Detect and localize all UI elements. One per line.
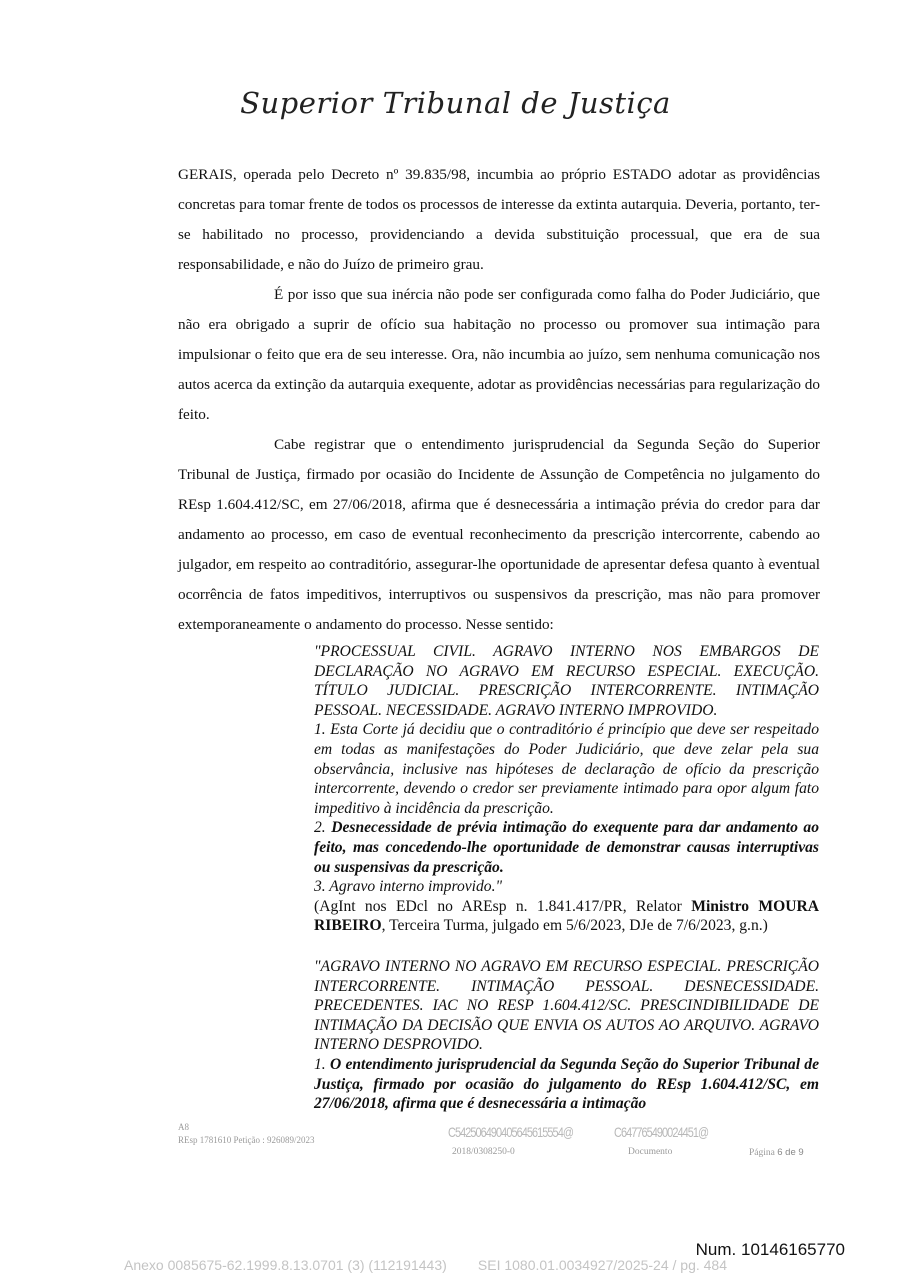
quote2-item-1-text: O entendimento jurisprudencial da Segunda Seção do Superior Tribunal de Justiça, firmado por ocasião do julgamento do REsp 1.604.412/SC, em 27/06/2018, afirma que é desnecessária a intimação <box>314 1055 819 1113</box>
court-header-logo: Superior Tribunal de Justiça <box>240 86 671 120</box>
paragraph-3: Cabe registrar que o entendimento jurisprudencial da Segunda Seção do Superior Tribunal de Justiça, firmado por ocasião do Incidente de Assunção de Competência no julgamento do REsp 1.604.412/SC, em 27/06/2018, afirma que é desnecessária a intimação prévia do credor para dar andamento ao processo, em caso de eventual reconhecimento da prescrição intercorrente, cabendo ao julgador, em respeito ao contraditório, assegurar-lhe oportunidade de apresentar defesa quanto à eventual ocorrência de fatos impeditivos, interruptivos ou suspensivos da prescrição, mas não para promover extemporaneamente o andamento do processo. Nesse sentido: <box>178 436 820 633</box>
page-number-value: 6 de 9 <box>777 1147 804 1158</box>
quote2-item-1 <box>314 1055 819 1114</box>
quote1-item-1: 1. Esta Corte já decidiu que o contraditório é princípio que deve ser respeitado em todas as manifestações do Poder Judiciário, que deve zelar pela sua observância, inclusive nas hipóteses de declaração de ofício da prescrição intercorrente, devendo o credor ser previamente intimado para opor algum fato impeditivo à incidência da prescrição. <box>314 721 819 817</box>
citation-details: , Terceira Turma, julgado em 5/6/2023, DJe de 7/6/2023, g.n.) <box>381 917 768 935</box>
footer-process-ref: REsp 1781610 Petição : 926089/2023 <box>178 1135 315 1145</box>
quote2-heading: "AGRAVO INTERNO NO AGRAVO EM RECURSO ESPECIAL. PRESCRIÇÃO INTERCORRENTE. INTIMAÇÃO PESSOAL. DESNECESSIDADE. PRECEDENTES. IAC NO RESP 1.604.412/SC. PRESCINDIBILIDADE DE INTIMAÇÃO DA DECISÃO QUE ENVIA OS AUTOS AO ARQUIVO. AGRAVO INTERNO DESPROVIDO. <box>314 958 819 1054</box>
footer-code: A8 <box>178 1122 189 1132</box>
barcode-1-caption: 2018/0308250-0 <box>452 1147 515 1157</box>
document-number-stamp: Num. 10146165770 <box>695 1240 845 1259</box>
quote1-heading: "PROCESSUAL CIVIL. AGRAVO INTERNO NOS EMBARGOS DE DECLARAÇÃO NO AGRAVO EM RECURSO ESPECIAL. EXECUÇÃO. TÍTULO JUDICIAL. PRESCRIÇÃO INTERCORRENTE. INTIMAÇÃO PESSOAL. NECESSIDADE. AGRAVO INTERNO IMPROVIDO. <box>314 643 819 719</box>
paragraph-2: É por isso que sua inércia não pode ser configurada como falha do Poder Judiciário, que não era obrigado a suprir de ofício sua habitação no processo ou promover sua intimação para impulsionar o feito que era de seu interesse. Ora, não incumbia ao juízo, sem nenhuma comunicação nos autos acerca da extinção da autarquia exequente, adotar as providências necessárias para regularização do feito. <box>178 286 820 423</box>
citation-text: (AgInt nos EDcl no AREsp n. 1.841.417/PR, Relator <box>314 897 682 915</box>
quote1-item-3: 3. Agravo interno improvido." <box>314 878 503 896</box>
barcode-2: C647765490024451@ <box>614 1124 709 1140</box>
page-number <box>749 1147 804 1158</box>
barcode-2-caption: Documento <box>628 1147 673 1157</box>
quote1-item-2-text: Desnecessidade de prévia intimação do exequente para dar andamento ao feito, mas concedendo-lhe oportunidade de demonstrar causas interruptivas ou suspensivas da prescrição. <box>314 819 819 876</box>
quote2-item-1-number: 1. <box>314 1055 326 1073</box>
footer-reference <box>178 1121 315 1147</box>
barcode-1: C542506490405645615554@ <box>448 1124 573 1140</box>
body-text <box>178 160 820 640</box>
paragraph-1: GERAIS, operada pelo Decreto nº 39.835/98, incumbia ao próprio ESTADO adotar as providências concretas para tomar frente de todos os processos de interesse da extinta autarquia. Deveria, portanto, ter-se habilitado no processo, providenciando a devida substituição processual, que era de sua responsabilidade, e não do Juízo de primeiro grau. <box>178 166 820 273</box>
quote1-item-2-number: 2. <box>314 819 326 837</box>
annex-stamp: Anexo 0085675-62.1999.8.13.0701 (3) (112191443) SEI 1080.01.0034927/2025-24 / pg. 484 <box>124 1257 727 1273</box>
quote1-item-2 <box>314 818 819 877</box>
citation-rapporteur: Ministro MOURA RIBEIRO <box>314 897 819 935</box>
page-label: Página <box>749 1148 775 1158</box>
quote1-citation <box>314 897 819 936</box>
block-quote-2 <box>314 957 819 1114</box>
block-quote-1 <box>314 642 819 936</box>
